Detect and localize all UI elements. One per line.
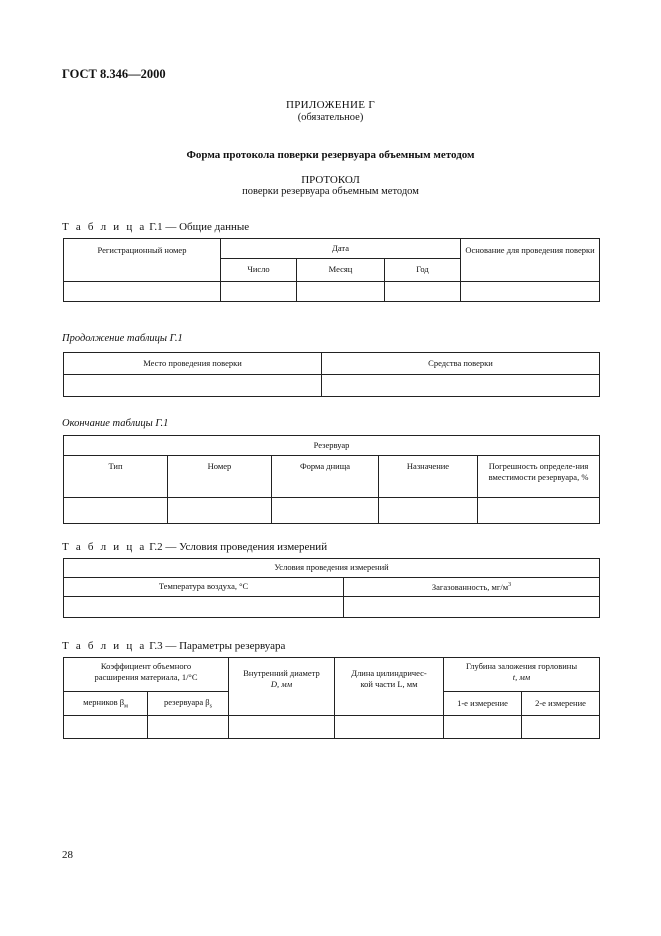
cell-empty[interactable]	[385, 282, 461, 302]
appendix-subtitle: (обязательное)	[297, 112, 364, 123]
col-gas-contamination: Загазованность, $мг/м^3$	[344, 578, 600, 597]
table-g1-continuation-caption: Продолжение таблицы Г.1	[62, 333, 183, 344]
cell-empty[interactable]	[64, 282, 221, 302]
col-measurement-2: 2-е измерение	[522, 692, 600, 716]
col-measuring-tanks: мерников $\beta_м$	[64, 692, 148, 716]
col-expansion-coefficient: Коэффициент объемного расширения материала, 1/°С	[64, 658, 229, 692]
table-g3-caption: Т а б л и ц а Г.3 — Параметры резервуара	[62, 640, 286, 652]
cell-empty[interactable]	[168, 498, 272, 524]
col-tank-beta: резервуара $\beta_s$	[148, 692, 229, 716]
cell-empty[interactable]	[522, 716, 600, 739]
cell-empty[interactable]	[64, 716, 148, 739]
col-air-temperature: Температура воздуха, °С	[64, 578, 344, 597]
table-row	[64, 498, 600, 524]
cell-empty[interactable]	[344, 597, 600, 618]
cell-empty[interactable]	[444, 716, 522, 739]
cell-empty[interactable]	[64, 597, 344, 618]
col-place: Место проведения поверки	[64, 353, 322, 375]
cell-empty[interactable]	[64, 498, 168, 524]
cell-empty[interactable]	[478, 498, 600, 524]
cell-empty[interactable]	[322, 375, 600, 397]
col-basis: Основание для проведения поверки	[461, 239, 600, 282]
col-type: Тип	[64, 456, 168, 498]
cell-empty[interactable]	[461, 282, 600, 302]
protocol-title: ПРОТОКОЛ	[301, 174, 360, 186]
table-row	[64, 282, 600, 302]
cell-empty[interactable]	[221, 282, 297, 302]
cell-empty[interactable]	[335, 716, 444, 739]
col-measurement-1: 1-е измерение	[444, 692, 522, 716]
table-row	[64, 597, 600, 618]
col-year: Год	[385, 259, 461, 282]
col-purpose: Назначение	[379, 456, 478, 498]
cell-empty[interactable]	[64, 375, 322, 397]
col-tank: Резервуар	[64, 436, 600, 456]
col-means: Средства поверки	[322, 353, 600, 375]
protocol-subtitle: поверки резервуара объемным методом	[242, 186, 419, 197]
cell-empty[interactable]	[272, 498, 379, 524]
table-g1	[63, 238, 600, 302]
cell-empty[interactable]	[148, 716, 229, 739]
document-code: ГОСТ 8.346—2000	[62, 67, 166, 81]
col-cylinder-length: Длина цилиндричес- кой части L, мм	[335, 658, 444, 716]
col-inner-diameter: Внутренний диаметр D, мм	[229, 658, 335, 716]
table-g3	[63, 657, 600, 739]
col-registration-number: Регистрационный номер	[64, 239, 221, 282]
appendix-title: ПРИЛОЖЕНИЕ Г	[285, 99, 376, 111]
cell-empty[interactable]	[229, 716, 335, 739]
table-g1-continuation	[63, 352, 600, 397]
col-neck-depth: Глубина заложения горловины t, мм	[444, 658, 600, 692]
col-date: Дата	[221, 239, 461, 259]
col-day: Число	[221, 259, 297, 282]
table-g1-end	[63, 435, 600, 524]
table-g2-caption: Т а б л и ц а Г.2 — Условия проведения измерений	[62, 541, 328, 553]
col-month: Месяц	[297, 259, 385, 282]
page-number: 28	[62, 849, 73, 861]
col-bottom-shape: Форма днища	[272, 456, 379, 498]
cell-empty[interactable]	[297, 282, 385, 302]
table-row	[64, 375, 600, 397]
col-conditions: Условия проведения измерений	[64, 559, 600, 578]
cell-empty[interactable]	[379, 498, 478, 524]
table-g2	[63, 558, 600, 618]
table-row	[64, 716, 600, 739]
form-title: Форма протокола поверки резервуара объемным методом	[186, 149, 475, 161]
col-error: Погрешность определе-ния вместимости резервуара, %	[478, 456, 600, 498]
table-g1-caption: Т а б л и ц а Г.1 — Общие данные	[62, 221, 250, 233]
col-number: Номер	[168, 456, 272, 498]
table-g1-end-caption: Окончание таблицы Г.1	[62, 418, 169, 429]
